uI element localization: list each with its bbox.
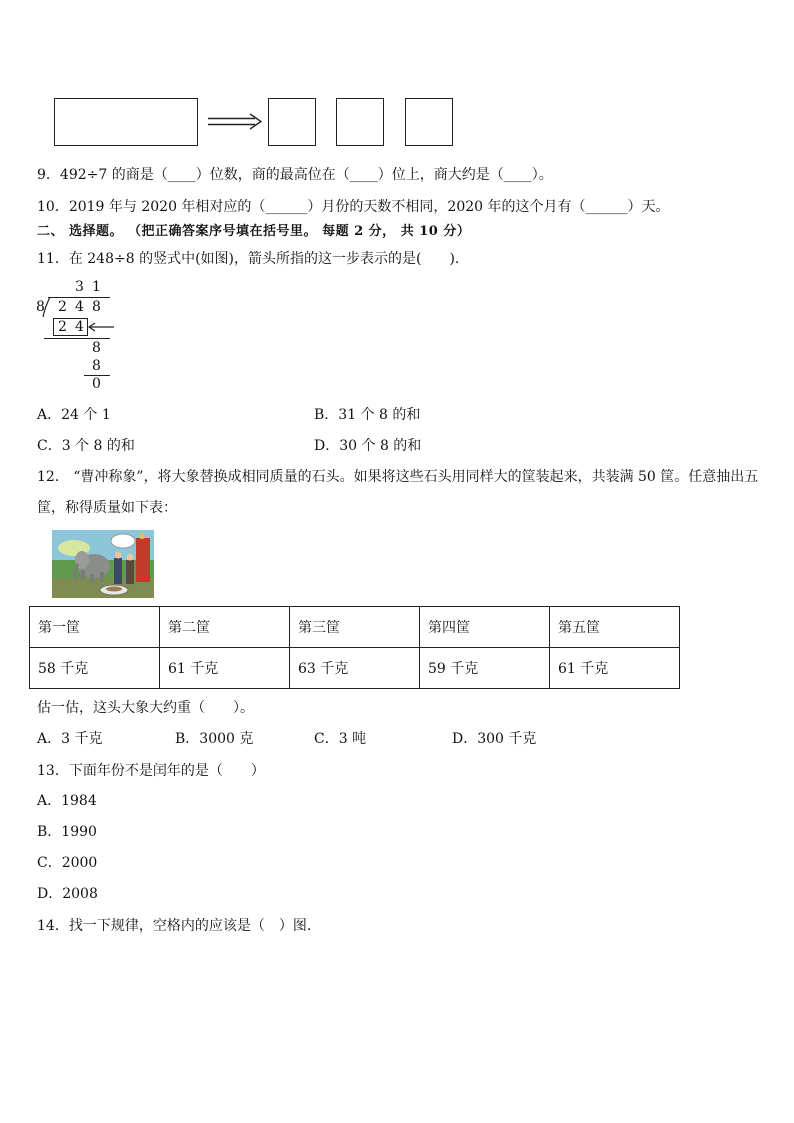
q13-option-b[interactable]: B．1990 bbox=[37, 824, 97, 840]
question-13: 13．下面年份不是闰年的是（ ） bbox=[37, 763, 265, 779]
q12-option-a[interactable]: A．3 千克 bbox=[37, 731, 103, 747]
q11-option-d[interactable]: D．30 个 8 的和 bbox=[314, 438, 422, 454]
table-header-cell: 第五筐 bbox=[550, 607, 680, 648]
quotient-digit: 3 bbox=[75, 279, 84, 295]
square-answer-box-3 bbox=[405, 98, 453, 146]
step-digit: 8 bbox=[92, 358, 101, 374]
square-answer-box-2 bbox=[336, 98, 384, 146]
q12-option-c[interactable]: C．3 吨 bbox=[314, 731, 367, 747]
table-header-cell: 第一筐 bbox=[30, 607, 160, 648]
boxed-digit: 4 bbox=[75, 319, 84, 335]
table-header-cell: 第三筐 bbox=[290, 607, 420, 648]
q12-option-b[interactable]: B．3000 克 bbox=[175, 731, 254, 747]
q12-option-d[interactable]: D．300 千克 bbox=[452, 731, 537, 747]
table-header-row bbox=[30, 607, 680, 648]
double-arrow-icon bbox=[206, 112, 264, 132]
quotient-digit: 1 bbox=[92, 279, 101, 295]
question-11: 11．在 248÷8 的竖式中(如图)，箭头所指的这一步表示的是( ). bbox=[37, 251, 460, 267]
question-12-line-2: 筐，称得质量如下表： bbox=[37, 500, 177, 516]
table-cell: 61 千克 bbox=[550, 648, 680, 689]
table-cell: 59 千克 bbox=[420, 648, 550, 689]
table-cell: 63 千克 bbox=[290, 648, 420, 689]
basket-mass-table bbox=[29, 606, 680, 689]
question-10: 10．2019 年与 2020 年相对应的（______）月份的天数不相同，2020 年的这个月有（______）天。 bbox=[37, 199, 670, 215]
divisor: 8 bbox=[36, 299, 45, 315]
long-division-figure bbox=[34, 278, 124, 396]
q13-option-c[interactable]: C．2000 bbox=[37, 855, 98, 871]
q11-option-c[interactable]: C．3 个 8 的和 bbox=[37, 438, 135, 454]
step-digit: 8 bbox=[92, 340, 101, 356]
left-arrow-icon bbox=[87, 321, 115, 333]
dividend-digit: 8 bbox=[92, 299, 101, 315]
division-bar bbox=[48, 297, 110, 298]
question-12-prompt: 估一估，这头大象大约重（ ）。 bbox=[37, 700, 254, 716]
wide-answer-box bbox=[54, 98, 198, 146]
q11-option-a[interactable]: A．24 个 1 bbox=[37, 407, 111, 423]
q13-option-a[interactable]: A．1984 bbox=[37, 793, 97, 809]
table-header-cell: 第二筐 bbox=[160, 607, 290, 648]
section-2-heading: 二、 选择题。 （把正确答案序号填在括号里。 每题 2 分， 共 10 分） bbox=[37, 224, 471, 239]
table-cell: 58 千克 bbox=[30, 648, 160, 689]
table-row bbox=[30, 648, 680, 689]
q13-option-d[interactable]: D．2008 bbox=[37, 886, 98, 902]
question-9: 9．492÷7 的商是（____）位数，商的最高位在（____）位上，商大约是（____）。 bbox=[37, 167, 553, 183]
boxed-digit: 2 bbox=[58, 319, 67, 335]
dividend-digit: 2 bbox=[58, 299, 67, 315]
dividend-digit: 4 bbox=[75, 299, 84, 315]
table-cell: 61 千克 bbox=[160, 648, 290, 689]
table-header-cell: 第四筐 bbox=[420, 607, 550, 648]
cao-chong-elephant-image bbox=[52, 530, 154, 598]
question-14: 14．找一下规律，空格内的应该是（ ）图. bbox=[37, 918, 312, 934]
q11-option-b[interactable]: B．31 个 8 的和 bbox=[314, 407, 421, 423]
remainder: 0 bbox=[92, 376, 101, 392]
square-answer-box-1 bbox=[268, 98, 316, 146]
question-12-line-1: 12． “曹冲称象”，将大象替换成相同质量的石头。如果将这些石头用同样大的筐装起来，共装满 50 筐。任意抽出五 bbox=[37, 469, 759, 485]
subtraction-line bbox=[44, 338, 110, 339]
